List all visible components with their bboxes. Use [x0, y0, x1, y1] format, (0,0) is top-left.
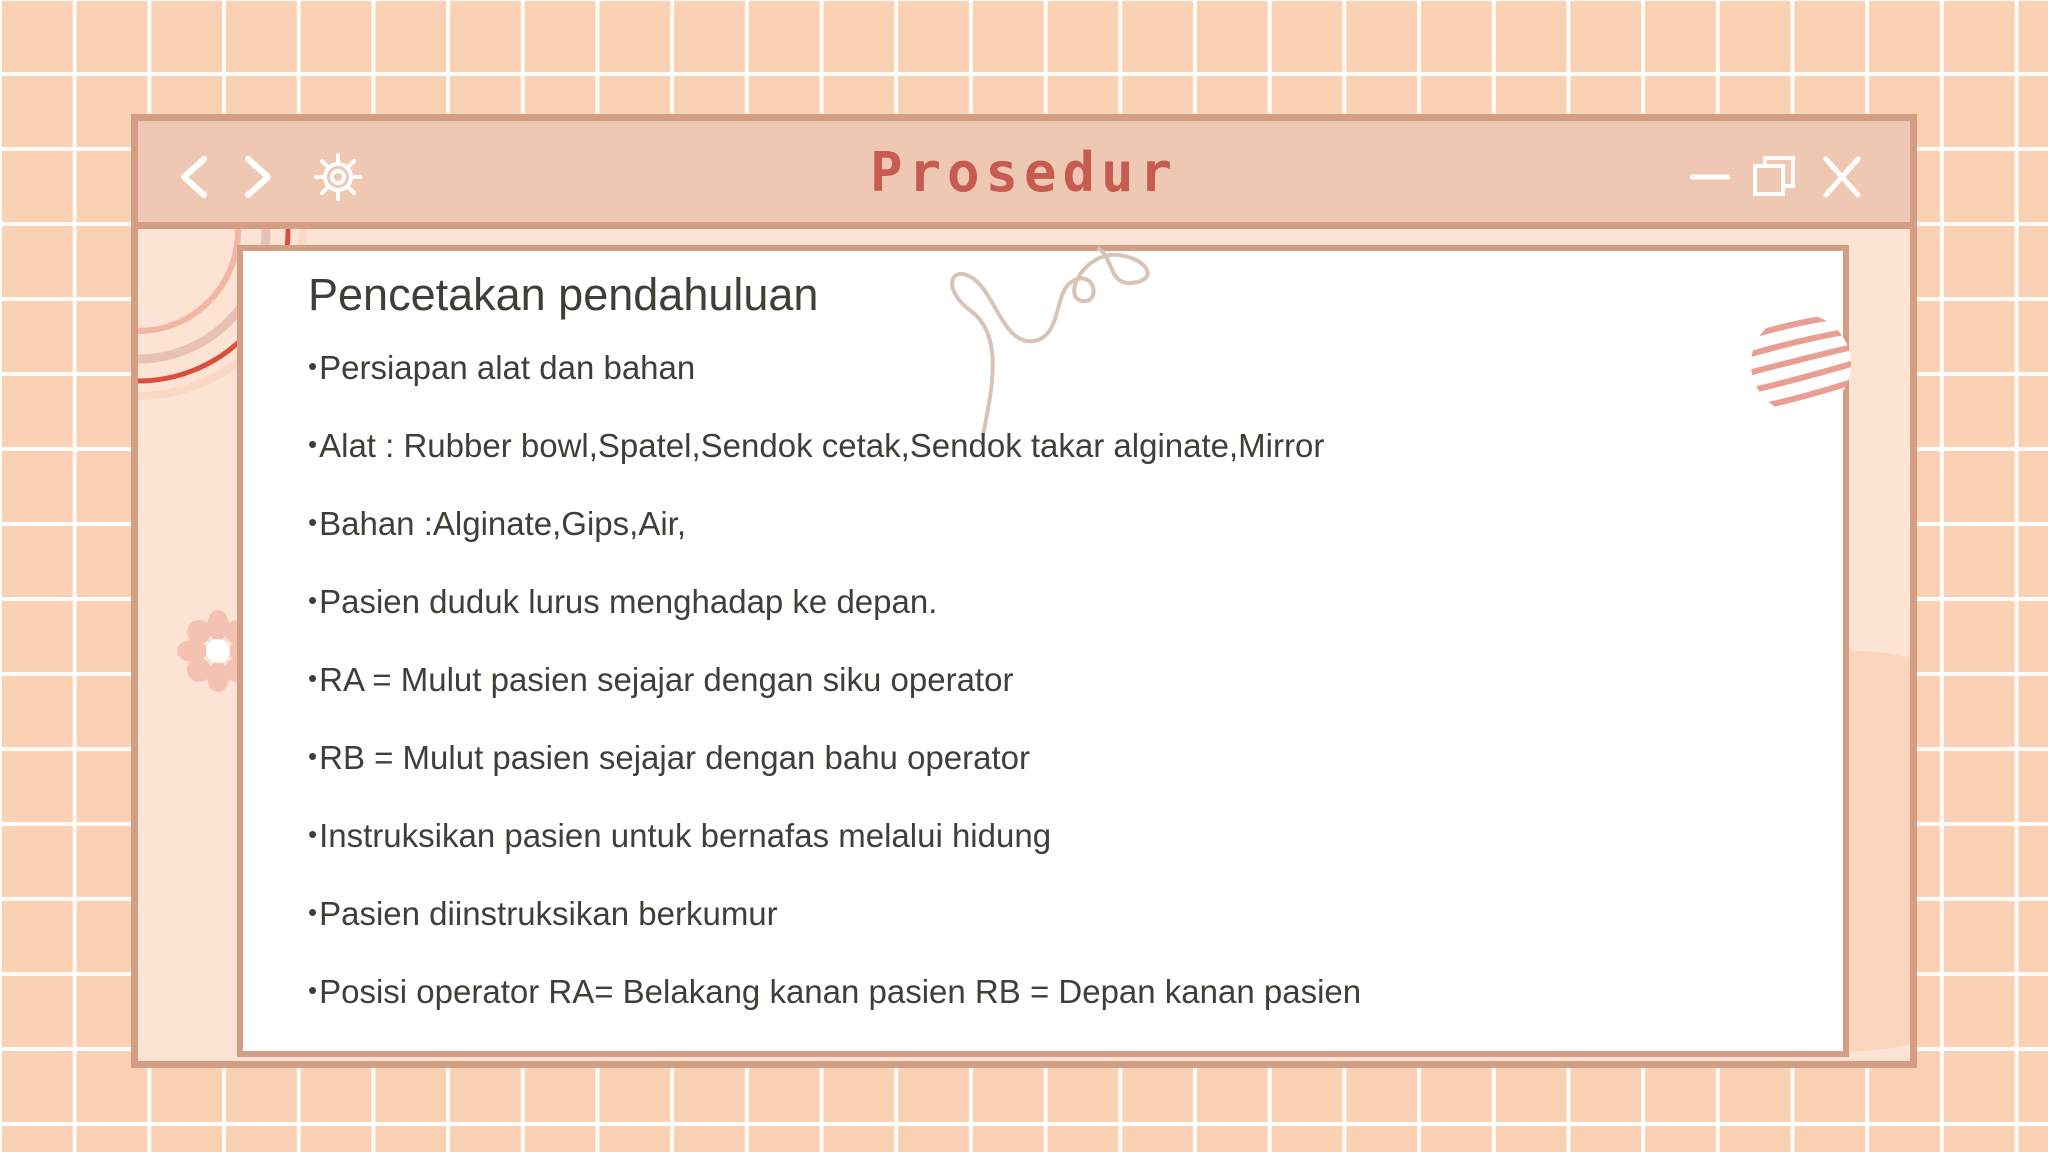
- bullet-icon: •: [308, 429, 318, 459]
- bullet-icon: •: [308, 351, 318, 381]
- list-item: [308, 739, 1361, 817]
- list-item-text: RB = Mulut pasien sejajar dengan bahu operator: [319, 739, 1030, 776]
- restore-button[interactable]: [1750, 153, 1798, 201]
- title-bar: [138, 121, 1910, 229]
- close-icon: [1822, 155, 1862, 199]
- bullet-icon: •: [308, 897, 318, 927]
- window-title: Prosedur: [869, 141, 1179, 204]
- list-item-text: Bahan :Alginate,Gips,Air,: [319, 505, 686, 542]
- minimize-button[interactable]: [1688, 157, 1732, 197]
- list-item: [308, 973, 1361, 1051]
- list-item: [308, 817, 1361, 895]
- bullet-icon: •: [308, 741, 318, 771]
- list-item: [308, 505, 1361, 583]
- list-item: [308, 661, 1361, 739]
- list-item-text: Pasien diinstruksikan berkumur: [319, 895, 778, 932]
- bullet-icon: •: [308, 507, 318, 537]
- list-item-text: Instruksikan pasien untuk bernafas melalui hidung: [319, 817, 1052, 854]
- list-item-text: Alat : Rubber bowl,Spatel,Sendok cetak,Sendok takar alginate,Mirror: [319, 427, 1325, 464]
- list-item-text: Persiapan alat dan bahan: [319, 349, 696, 386]
- list-item-text: Pasien duduk lurus menghadap ke depan.: [319, 583, 938, 620]
- list-item: [308, 427, 1361, 505]
- bullet-icon: •: [308, 585, 318, 615]
- bullet-icon: •: [308, 819, 318, 849]
- restore-icon: [1751, 154, 1797, 200]
- minimize-icon: [1690, 172, 1730, 182]
- list-item-text: RA = Mulut pasien sejajar dengan siku operator: [319, 661, 1014, 698]
- list-item: [308, 895, 1361, 973]
- app-window: [131, 114, 1917, 1068]
- list-item-text: Posisi operator RA= Belakang kanan pasien RB = Depan kanan pasien: [319, 973, 1362, 1010]
- close-button[interactable]: [1818, 151, 1866, 203]
- slide-content: [237, 245, 1849, 1057]
- list-item: [308, 349, 1361, 427]
- bullet-icon: •: [308, 663, 318, 693]
- bullet-icon: •: [308, 975, 318, 1005]
- striped-ball-decoration-icon: [1741, 309, 1861, 419]
- slide-heading: Pencetakan pendahuluan: [308, 269, 819, 320]
- list-item: [308, 583, 1361, 661]
- procedure-list: [308, 349, 1361, 1051]
